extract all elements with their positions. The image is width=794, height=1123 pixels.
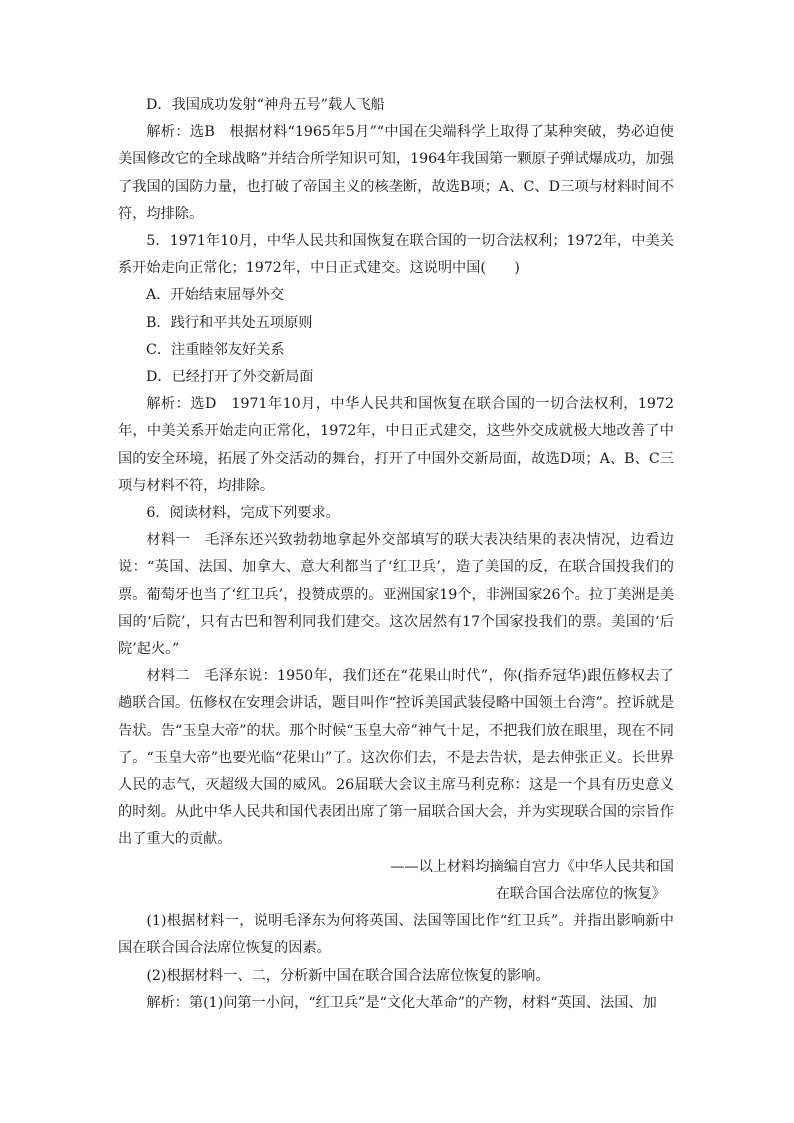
question-5: 5．1971年10月，中华人民共和国恢复在联合国的一切合法权利；1972年，中美关系开始走向正常化；1972年，中日正式建交。这说明中国( ) bbox=[118, 233, 674, 277]
analysis-q5: 解析：选D 1971年10月，中华人民共和国恢复在联合国的一切合法权利，1972年，中美关系开始走向正常化，1972年，中日正式建交，这些外交成就极大地改善了中国的安全环境，拓展了外交活动的舞台，打开了中国外交新局面，故选D项；A、B、C三项与材料不符，均排除。 bbox=[118, 396, 674, 494]
material-one: 材料一 毛泽东还兴致勃勃地拿起外交部填写的联大表决结果的表决情况，边看边说：“英国、法国、加拿大、意大利都当了‘红卫兵’，造了美国的反，在联合国投我们的票。葡萄牙也当了‘红卫兵’，投赞成票的。亚洲国家19个，非洲国家26个。拉丁美洲是美国的‘后院’，只有古巴和智利同我们建交。这次居然有17个国家投我们的票。美国的‘后院’起火。” bbox=[118, 532, 674, 658]
question-6: 6．阅读材料，完成下列要求。 bbox=[146, 505, 340, 522]
source-line-1: ——以上材料均摘编自宫力《中华人民共和国 bbox=[390, 858, 674, 875]
q5-option-a: A．开始结束屈辱外交 bbox=[146, 287, 284, 304]
q5-option-d: D．已经打开了外交新局面 bbox=[146, 369, 314, 386]
source-line-2: 在联合国合法席位的恢复》 bbox=[495, 885, 666, 902]
analysis-q6: 解析：第(1)问第一小问，“红卫兵”是“文化大革命”的产物，材料“英国、法国、加 bbox=[146, 994, 657, 1011]
option-d-shenzhou: D．我国成功发射“神舟五号”载人飞船 bbox=[146, 97, 385, 113]
q5-option-c: C．注重睦邻友好关系 bbox=[146, 341, 285, 358]
material-source bbox=[118, 854, 674, 908]
analysis-q4: 解析：选B 根据材料“1965年5月”“中国在尖端科学上取得了某种突破，势必迫使美国修改它的全球战略”并结合所学知识可知，1964年我国第一颗原子弹试爆成功，加强了我国的国防力量，也打破了帝国主义的核垄断，故选B项；A、C、D三项与材料时间不符，均排除。 bbox=[118, 124, 674, 222]
document-page bbox=[118, 92, 674, 1017]
material-two: 材料二 毛泽东说：1950年，我们还在“花果山时代”，你(指乔冠华)跟伍修权去了趟联合国。伍修权在安理会讲话，题目叫作“控诉美国武装侵略中国领土台湾”。控诉就是告状。告“玉皇大帝”的状。那个时候“玉皇大帝”神气十足，不把我们放在眼里，现在不同了。“玉皇大帝”也要光临“花果山”了。这次你们去，不是去告状，是去伸张正义。长世界人民的志气，灭超级大国的威风。26届联大会议主席马利克称：这是一个具有历史意义的时刻。从此中华人民共和国代表团出席了第一届联合国大会，并为实现联合国的宗旨作出了重大的贡献。 bbox=[118, 668, 674, 848]
sub-question-1: (1)根据材料一，说明毛泽东为何将英国、法国等国比作“红卫兵”。并指出影响新中国在联合国合法席位恢复的因素。 bbox=[118, 913, 674, 957]
sub-question-2: (2)根据材料一、二，分析新中国在联合国合法席位恢复的影响。 bbox=[146, 967, 550, 984]
q5-option-b: B．践行和平共处五项原则 bbox=[146, 314, 313, 331]
